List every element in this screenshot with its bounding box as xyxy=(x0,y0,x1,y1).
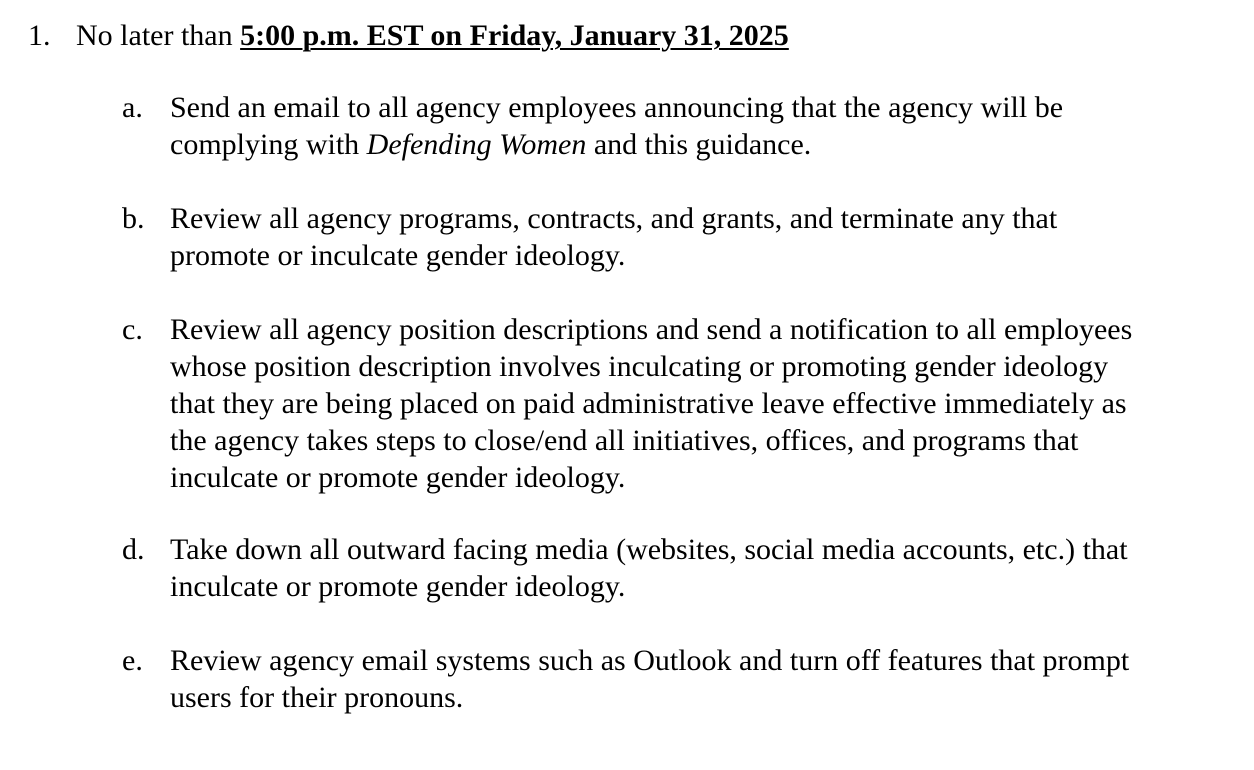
subitem-letter: d. xyxy=(122,533,145,566)
text-line: users for their pronouns. xyxy=(170,681,464,714)
item-prefix: No later than xyxy=(76,19,241,52)
subitem-letter: e. xyxy=(122,644,143,677)
text-line: whose position description involves inculcating or promoting gender ideology xyxy=(170,350,1109,383)
subitem-text xyxy=(170,311,1232,496)
text-span: complying with xyxy=(170,128,367,161)
text-line: inculcate or promote gender ideology. xyxy=(170,570,626,603)
subitem-letter: b. xyxy=(122,202,145,235)
subitem-d xyxy=(122,531,1232,605)
subitem-text xyxy=(170,642,1232,716)
text-line: Review agency email systems such as Outlook and turn off features that prompt xyxy=(170,644,1130,677)
subitem-text xyxy=(170,531,1232,605)
subitem-e xyxy=(122,642,1232,716)
subitem-letter: c. xyxy=(122,313,143,346)
text-line: inculcate or promote gender ideology. xyxy=(170,461,626,494)
subitem-text xyxy=(170,89,1232,163)
text-span: and this guidance. xyxy=(586,128,812,161)
subitem-a xyxy=(122,89,1232,163)
italic-title: Defending Women xyxy=(366,128,587,161)
text-line: Review all agency programs, contracts, and grants, and terminate any that xyxy=(170,202,1058,235)
text-line: promote or inculcate gender ideology. xyxy=(170,239,626,272)
item-number: 1. xyxy=(28,19,51,52)
subitem-b xyxy=(122,200,1232,274)
text-line: that they are being placed on paid administrative leave effective immediately as xyxy=(170,387,1127,420)
text-line: Send an email to all agency employees announcing that the agency will be xyxy=(170,91,1064,124)
subitem-c xyxy=(122,311,1232,496)
deadline-text: 5:00 p.m. EST on Friday, January 31, 2025 xyxy=(240,19,789,52)
text-line: the agency takes steps to close/end all initiatives, offices, and programs that xyxy=(170,424,1079,457)
subitem-text xyxy=(170,200,1232,274)
text-line xyxy=(170,126,1232,163)
list-item-1 xyxy=(28,17,789,54)
text-line: Review all agency position descriptions and send a notification to all employees xyxy=(170,313,1133,346)
text-line: Take down all outward facing media (websites, social media accounts, etc.) that xyxy=(170,533,1128,566)
subitem-letter: a. xyxy=(122,91,143,124)
